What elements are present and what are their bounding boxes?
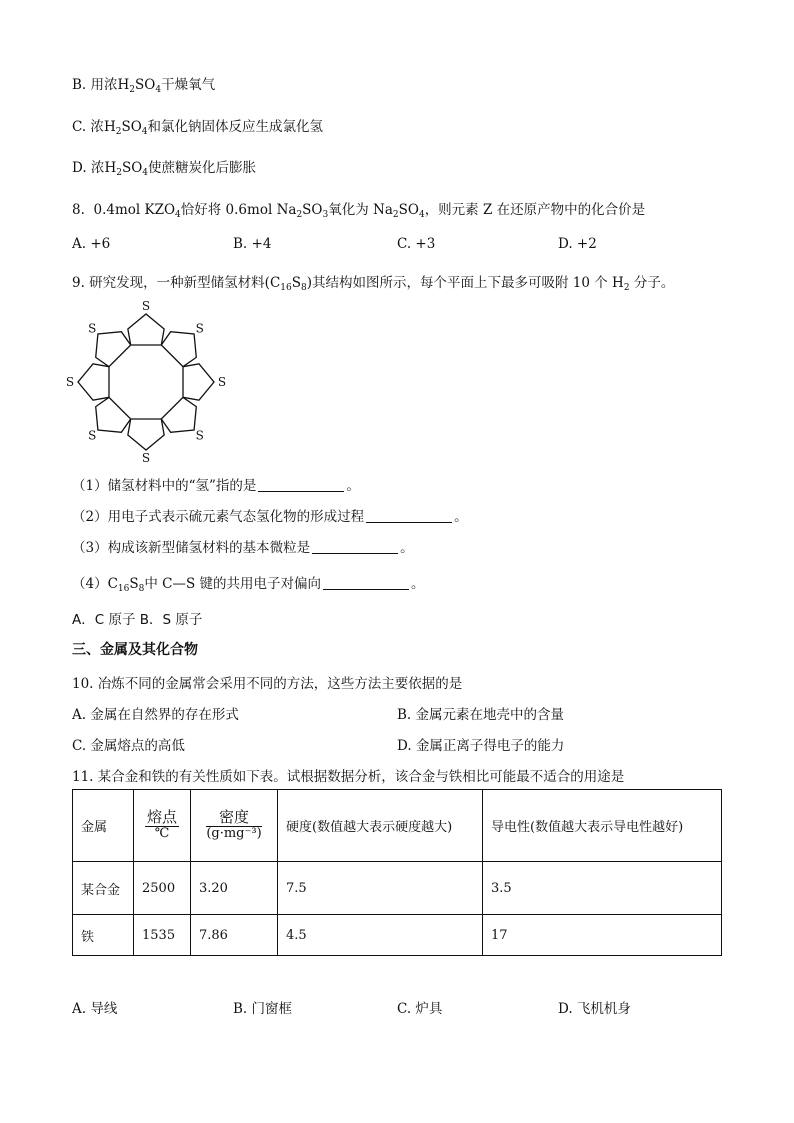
header-hardness: 硬度(数值越大表示硬度越大) — [278, 790, 483, 862]
properties-table — [72, 789, 722, 956]
bond-line — [161, 397, 196, 432]
bond-line — [183, 364, 214, 400]
q9-sub-question-3: （3）构成该新型储氢材料的基本微粒是 。 — [72, 540, 414, 556]
q8-option-a: A. +6 — [72, 236, 111, 252]
sulfur-atom-label: S — [195, 321, 204, 336]
q9-stem: 9. 研究发现，一种新型储氢材料$(C_{16}S_8)$其结构如图所示，每个平面上下最多可吸附 10 个 $H_2$ 分子。 — [72, 275, 675, 293]
header-melting-point: $\frac{\text{熔点}}{℃}$ — [134, 790, 191, 862]
table-header-row — [73, 790, 722, 862]
answer-blank[interactable] — [312, 540, 398, 554]
q7-option-c: C. 浓$H_2SO_4$和氯化钠固体反应生成氯化氢 — [72, 119, 324, 137]
header-metal: 金属 — [73, 790, 134, 862]
q9-options: A．C 原子 B．S 原子 — [72, 612, 203, 628]
table-cell: 7.86 — [191, 915, 278, 956]
q10-option-a: A. 金属在自然界的存在形式 — [72, 707, 239, 723]
sulfur-atom-label: S — [88, 321, 97, 336]
q8-stem: 8. 0.4mol $KZO_4$恰好将 0.6mol $Na_2SO_3$氧化为 $Na_2SO_4$，则元素 Z 在还原产物中的化合价是 — [72, 202, 646, 220]
q10-option-d: D. 金属正离子得电子的能力 — [397, 738, 565, 754]
bond-line — [78, 364, 109, 400]
table-cell: 1535 — [134, 915, 191, 956]
q11-stem: 11. 某合金和铁的有关性质如下表。试根据数据分析，该合金与铁相比可能最不适合的用途是 — [72, 769, 625, 785]
answer-blank[interactable] — [258, 478, 344, 492]
table-cell: 3.20 — [191, 862, 278, 915]
q9-sub-question-2: （2）用电子式表示硫元素气态氢化物的形成过程 。 — [72, 509, 468, 525]
q8-option-c: C. +3 — [397, 236, 436, 252]
q11-option-d: D. 飞机机身 — [558, 1001, 631, 1017]
bond-line — [128, 314, 164, 345]
sulfur-atom-label: S — [195, 428, 204, 443]
q11-option-b: B. 门窗框 — [233, 1001, 293, 1017]
bond-line — [96, 332, 131, 367]
sulfur-atom-label: S — [88, 428, 97, 443]
table-cell: 7.5 — [278, 862, 483, 915]
header-conductivity: 导电性(数值越大表示导电性越好) — [483, 790, 722, 862]
table-row — [73, 915, 722, 956]
table-cell: 2500 — [134, 862, 191, 915]
answer-blank[interactable] — [366, 509, 452, 523]
sulfur-atom-label: S — [141, 451, 151, 465]
bond-line — [128, 419, 164, 450]
table-cell: 3.5 — [483, 862, 722, 915]
sulfur-atom-label: S — [141, 299, 151, 313]
table-cell: 铁 — [73, 915, 134, 956]
c16s8-structure-diagram — [65, 299, 228, 465]
q10-option-b: B. 金属元素在地壳中的含量 — [397, 707, 565, 723]
q11-option-a: A. 导线 — [72, 1001, 118, 1017]
answer-blank[interactable] — [323, 576, 409, 590]
q8-option-b: B. +4 — [233, 236, 272, 252]
q9-sub-question-4: $(4)C_{16}S_8$中 C—S 键的共用电子对偏向 。 — [72, 576, 425, 594]
q7-option-d: D. 浓$H_2SO_4$使蔗糖炭化后膨胀 — [72, 160, 257, 178]
q10-stem: 10. 冶炼不同的金属常会采用不同的方法，这些方法主要依据的是 — [72, 676, 463, 692]
header-density: $\frac{\text{密度}}{\text{(g·mg⁻³)}}$ — [191, 790, 278, 862]
section-heading: 三、金属及其化合物 — [72, 642, 198, 658]
sulfur-atom-label: S — [217, 375, 227, 389]
table-cell: 4.5 — [278, 915, 483, 956]
q10-option-c: C. 金属熔点的高低 — [72, 738, 185, 754]
table-row — [73, 862, 722, 915]
q7-option-b: B. 用浓$H_2SO_4$干燥氧气 — [72, 77, 216, 95]
table-cell: 17 — [483, 915, 722, 956]
sulfur-atom-label: S — [65, 375, 75, 389]
q8-option-d: D. +2 — [558, 236, 597, 252]
q11-option-c: C. 炉具 — [397, 1001, 443, 1017]
bond-line — [109, 345, 183, 419]
bond-line — [161, 332, 196, 367]
q9-sub-question-1: （1）储氢材料中的“氢”指的是 。 — [72, 478, 360, 494]
table-cell: 某合金 — [73, 862, 134, 915]
bond-line — [96, 397, 131, 432]
